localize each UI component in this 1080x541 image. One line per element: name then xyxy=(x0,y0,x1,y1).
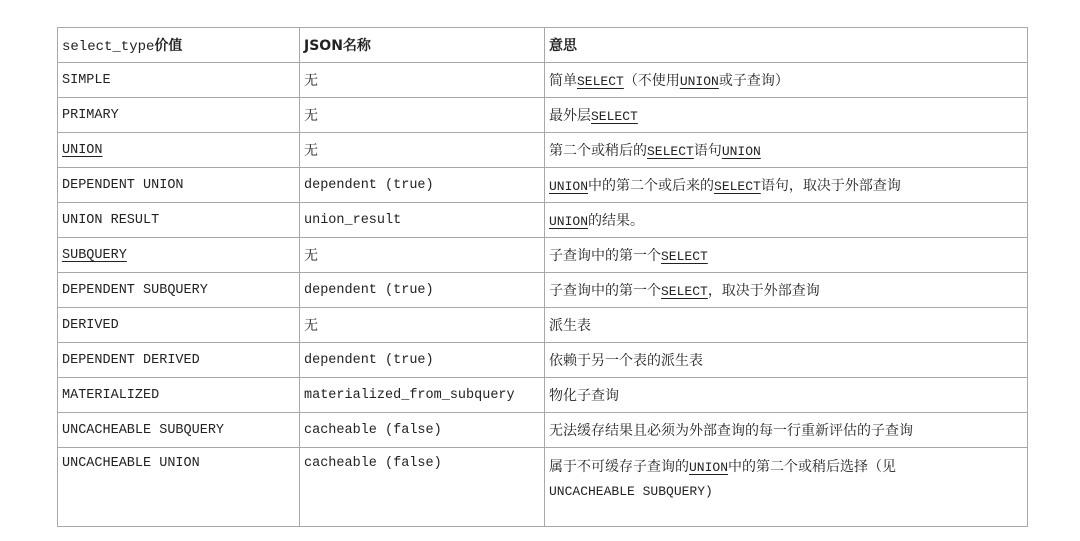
json-name-cell: cacheable (false) xyxy=(300,448,545,527)
union-link[interactable]: UNION xyxy=(679,74,719,89)
json-name-cell: cacheable (false) xyxy=(300,413,545,448)
select-link[interactable]: SELECT xyxy=(661,249,708,264)
select-link[interactable]: SELECT xyxy=(661,284,708,299)
union-type-link[interactable]: UNION xyxy=(62,142,103,158)
table-row xyxy=(58,343,1028,378)
meaning-text: 语句，取决于外部查询 xyxy=(760,178,901,194)
meaning-cell xyxy=(545,63,1028,98)
header-select-type xyxy=(58,28,300,63)
header-meaning: 意思 xyxy=(545,28,1028,63)
meaning-text: 子查询中的第一个 xyxy=(549,248,661,264)
select-type-cell: UNCACHEABLE UNION xyxy=(58,448,300,527)
table-row xyxy=(58,203,1028,238)
table-row xyxy=(58,273,1028,308)
table-row xyxy=(58,413,1028,448)
json-name-cell: 无 xyxy=(300,63,545,98)
select-type-cell: DEPENDENT SUBQUERY xyxy=(58,273,300,308)
json-name-cell: dependent (true) xyxy=(300,168,545,203)
meaning-cell xyxy=(545,273,1028,308)
select-link[interactable]: SELECT xyxy=(577,74,624,89)
table-row xyxy=(58,238,1028,273)
header-select-type-cn: 价值 xyxy=(154,38,183,54)
meaning-text-line2: UNCACHEABLE SUBQUERY) xyxy=(549,484,713,499)
meaning-text: 或子查询） xyxy=(718,73,789,89)
table-row xyxy=(58,63,1028,98)
select-type-cell: DERIVED xyxy=(58,308,300,343)
meaning-cell xyxy=(545,448,1028,527)
select-type-table-container xyxy=(57,27,1028,527)
header-select-type-mono: select_type xyxy=(62,39,155,55)
table-row xyxy=(58,168,1028,203)
meaning-cell xyxy=(545,203,1028,238)
subquery-type-link[interactable]: SUBQUERY xyxy=(62,247,127,263)
meaning-text: 子查询中的第一个 xyxy=(549,283,661,299)
select-link[interactable]: SELECT xyxy=(647,144,694,159)
meaning-text: 最外层 xyxy=(549,108,591,124)
meaning-text: 第二个或稍后的 xyxy=(549,143,647,159)
meaning-text: 属于不可缓存子查询的 xyxy=(549,459,689,475)
meaning-cell: 派生表 xyxy=(545,308,1028,343)
meaning-cell: 物化子查询 xyxy=(545,378,1028,413)
table-header-row xyxy=(58,28,1028,63)
table-row xyxy=(58,378,1028,413)
union-link[interactable]: UNION xyxy=(549,179,589,194)
json-name-cell: dependent (true) xyxy=(300,273,545,308)
union-link[interactable]: UNION xyxy=(689,460,729,475)
select-type-cell: PRIMARY xyxy=(58,98,300,133)
select-link[interactable]: SELECT xyxy=(714,179,761,194)
meaning-cell xyxy=(545,238,1028,273)
table-row xyxy=(58,308,1028,343)
json-name-cell: 无 xyxy=(300,133,545,168)
select-type-cell: UNION RESULT xyxy=(58,203,300,238)
select-type-cell xyxy=(58,238,300,273)
json-name-cell: 无 xyxy=(300,238,545,273)
select-type-cell: SIMPLE xyxy=(58,63,300,98)
select-type-table xyxy=(57,27,1028,527)
select-type-cell: UNCACHEABLE SUBQUERY xyxy=(58,413,300,448)
meaning-text: 中的第二个或稍后选择（见 xyxy=(728,459,897,475)
meaning-text: 中的第二个或后来的 xyxy=(588,178,715,194)
json-name-cell: union_result xyxy=(300,203,545,238)
meaning-text: （不使用 xyxy=(623,73,680,89)
union-link[interactable]: UNION xyxy=(549,214,589,229)
meaning-cell: 依赖于另一个表的派生表 xyxy=(545,343,1028,378)
select-type-cell: MATERIALIZED xyxy=(58,378,300,413)
json-name-cell: 无 xyxy=(300,308,545,343)
select-type-cell: DEPENDENT DERIVED xyxy=(58,343,300,378)
meaning-text: 的结果。 xyxy=(588,213,645,229)
meaning-text: ，取决于外部查询 xyxy=(707,283,820,299)
header-json-name: JSON名称 xyxy=(300,28,545,63)
table-row xyxy=(58,133,1028,168)
meaning-cell: 无法缓存结果且必须为外部查询的每一行重新评估的子查询 xyxy=(545,413,1028,448)
meaning-text: 语句 xyxy=(693,143,722,159)
json-name-cell: dependent (true) xyxy=(300,343,545,378)
meaning-cell xyxy=(545,168,1028,203)
table-row xyxy=(58,448,1028,527)
select-link[interactable]: SELECT xyxy=(591,109,638,124)
json-name-cell: materialized_from_subquery xyxy=(300,378,545,413)
meaning-cell xyxy=(545,133,1028,168)
union-link[interactable]: UNION xyxy=(721,144,761,159)
meaning-text: 简单 xyxy=(549,73,577,89)
select-type-cell xyxy=(58,133,300,168)
table-row xyxy=(58,98,1028,133)
json-name-cell: 无 xyxy=(300,98,545,133)
meaning-cell xyxy=(545,98,1028,133)
select-type-cell: DEPENDENT UNION xyxy=(58,168,300,203)
